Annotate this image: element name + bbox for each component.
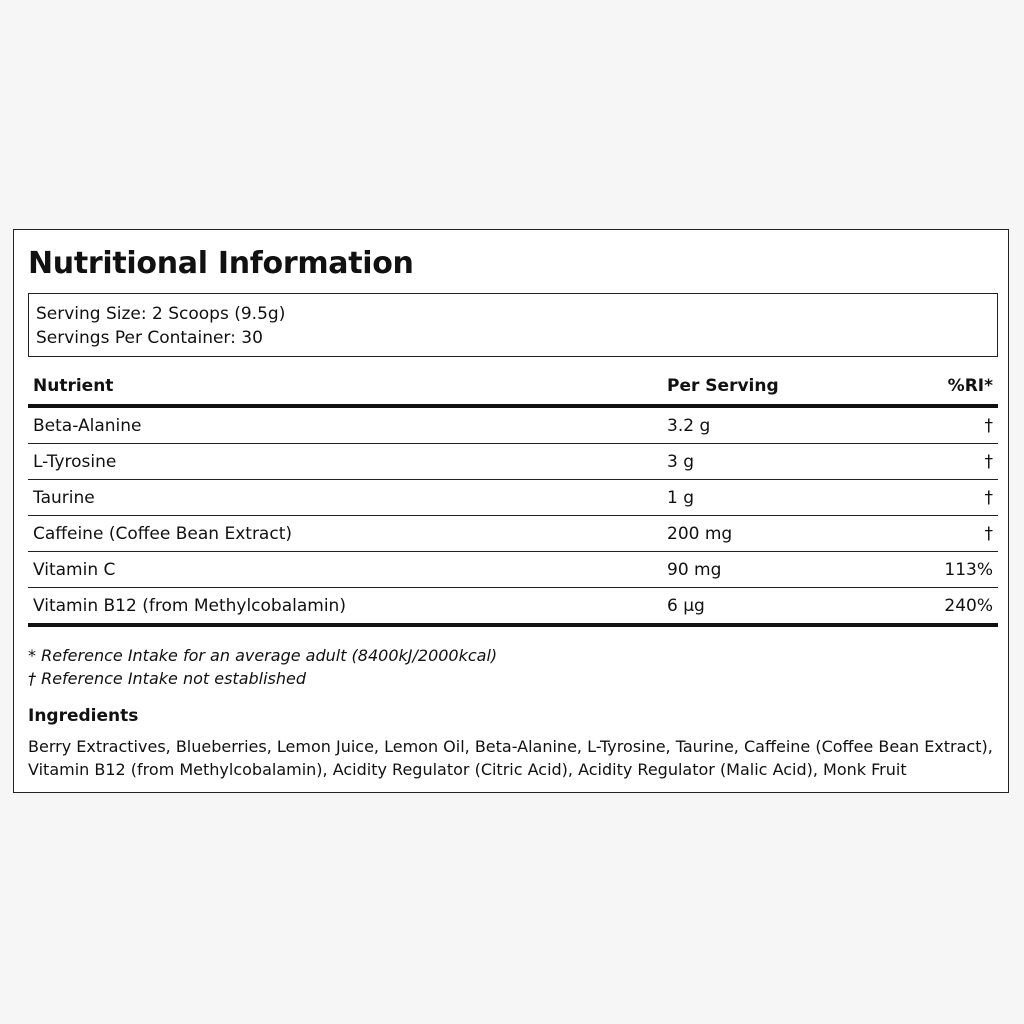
servings-per-container: Servings Per Container: 30 — [36, 328, 263, 348]
nutrient-name: L-Tyrosine — [33, 451, 117, 472]
ingredients-list: Berry Extractives, Blueberries, Lemon Juice, Lemon Oil, Beta-Alanine, L-Tyrosine, Taurine, Caffeine (Coffee Bean Extract), Vitamin B12 (from Methylcobalamin), Acidity Regulator (Citric Acid), Acidity Regulator (Malic Acid), Monk Fruit — [28, 737, 993, 779]
nutrient-ri: † — [984, 487, 993, 508]
nutrient-ri: † — [984, 523, 993, 544]
nutrient-per-serving: 200 mg — [667, 523, 733, 544]
header-per-serving: Per Serving — [667, 376, 779, 396]
nutrition-label-panel — [13, 229, 1009, 793]
table-row-l-tyrosine — [28, 444, 998, 480]
nutrient-per-serving: 90 mg — [667, 559, 722, 580]
nutrient-ri: 113% — [944, 559, 993, 580]
table-row-vitamin-c — [28, 552, 998, 588]
nutrient-per-serving: 1 g — [667, 487, 695, 508]
header-ri: %RI* — [947, 376, 993, 396]
nutrient-ri: † — [984, 415, 993, 436]
header-nutrient: Nutrient — [33, 376, 114, 396]
nutrient-ri: 240% — [944, 595, 993, 616]
nutrient-per-serving: 3 g — [667, 451, 695, 472]
nutrient-name: Taurine — [33, 487, 95, 508]
nutrient-table — [28, 368, 998, 627]
table-row-taurine — [28, 480, 998, 516]
table-row-beta-alanine — [28, 408, 998, 444]
nutrient-per-serving: 6 µg — [667, 595, 705, 616]
footnote-not-established: † Reference Intake not established — [28, 669, 307, 688]
table-header-row — [28, 368, 998, 408]
nutrient-ri: † — [984, 451, 993, 472]
nutrient-name: Vitamin C — [33, 559, 116, 580]
nutrient-name: Caffeine (Coffee Bean Extract) — [33, 523, 292, 544]
table-row-vitamin-b12 — [28, 588, 998, 627]
serving-size: Serving Size: 2 Scoops (9.5g) — [36, 304, 286, 324]
nutrient-per-serving: 3.2 g — [667, 415, 711, 436]
footnote-reference-intake: * Reference Intake for an average adult (8400kJ/2000kcal) — [28, 646, 498, 665]
nutrient-name: Beta-Alanine — [33, 415, 142, 436]
table-row-caffeine — [28, 516, 998, 552]
serving-info-box — [28, 293, 998, 357]
nutrient-name: Vitamin B12 (from Methylcobalamin) — [33, 595, 346, 616]
footnotes — [28, 644, 497, 690]
ingredients-heading: Ingredients — [28, 706, 139, 726]
panel-title: Nutritional Information — [28, 246, 414, 281]
